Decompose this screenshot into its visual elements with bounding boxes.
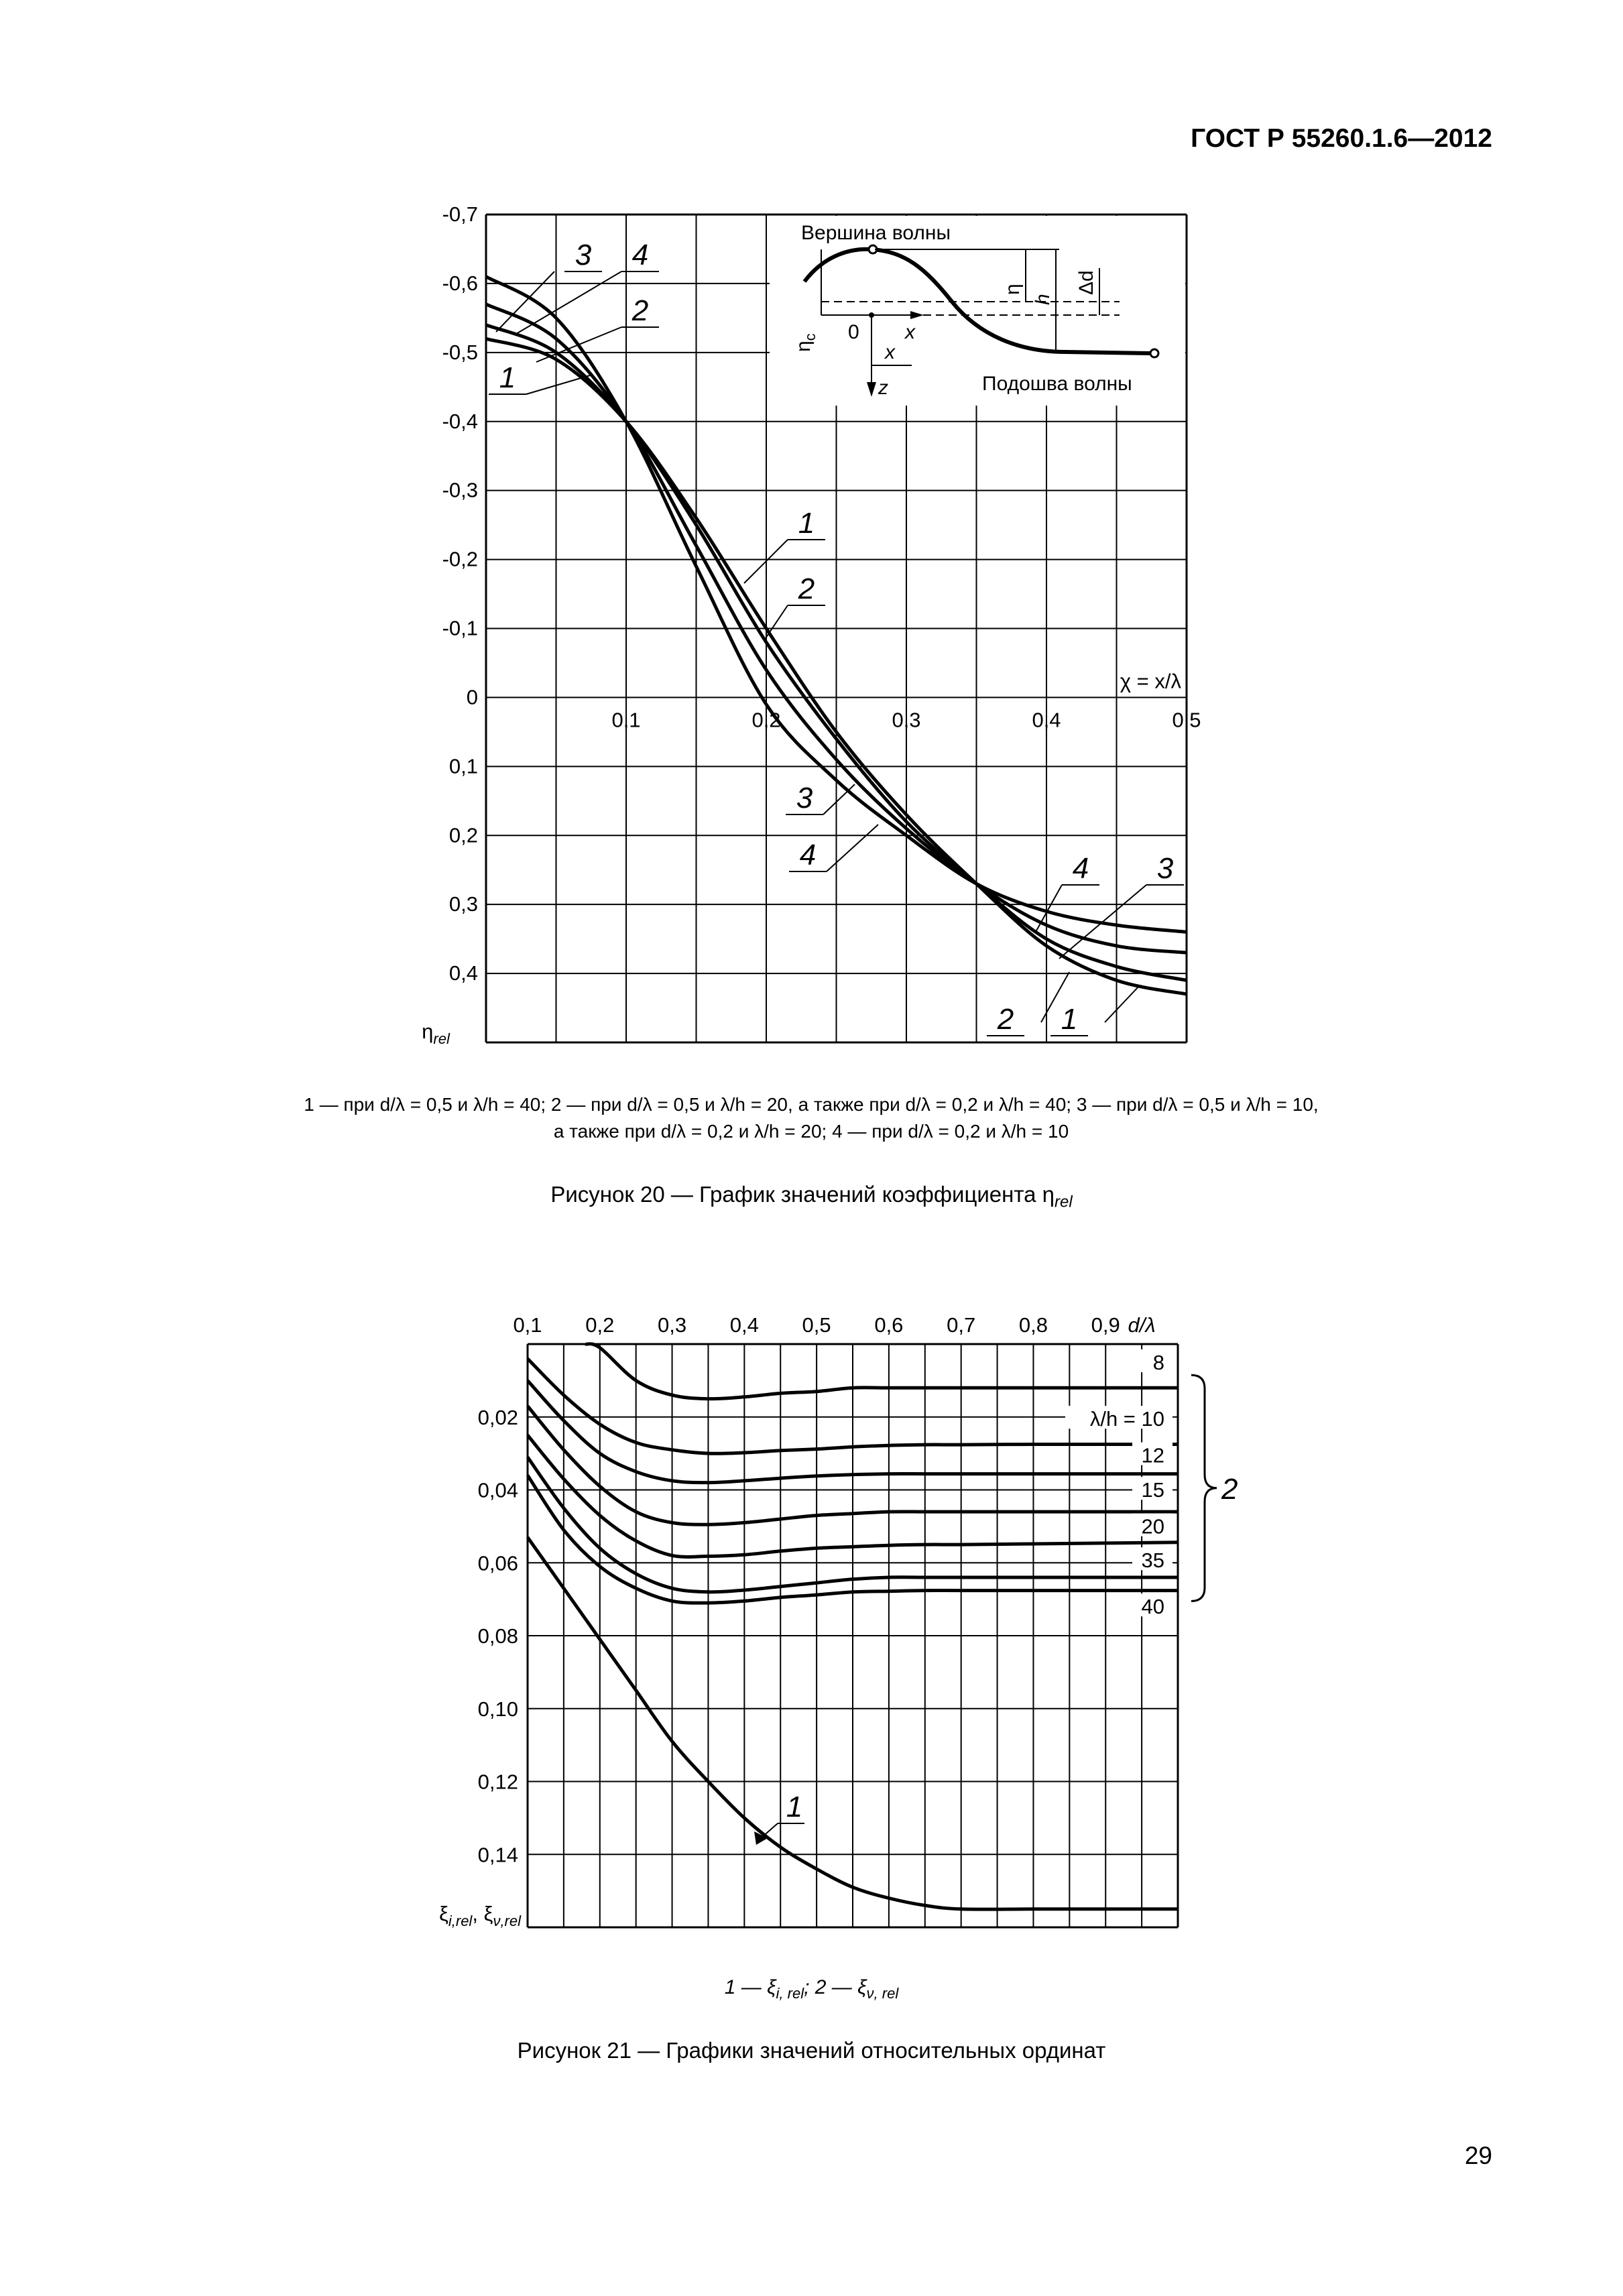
figure-21-chart xyxy=(0,1274,1623,1984)
inset-h-label: h xyxy=(1032,294,1054,305)
f21-x-tick: 0,9 xyxy=(1091,1313,1120,1337)
inset-etac-label: $\eta_c$ xyxy=(792,333,819,352)
f20-curve-label: 3 xyxy=(1156,852,1174,885)
inset-trough-point xyxy=(1150,349,1158,357)
f20-curve-label: 4 xyxy=(632,239,649,271)
inset-crest-label: Вершина волны xyxy=(801,222,951,244)
f21-y-tick: 0,02 xyxy=(477,1405,518,1429)
figure-20-caption xyxy=(0,1182,1623,1212)
f21-y-tick: 0,04 xyxy=(477,1478,518,1502)
f21-y-tick: 0,08 xyxy=(477,1624,518,1648)
f21-x-label: d/λ xyxy=(1128,1313,1156,1337)
f20-label-leader xyxy=(526,375,590,394)
f21-curve-label: 1 xyxy=(786,1791,803,1823)
f21-ratio-label: 20 xyxy=(1141,1514,1164,1538)
f20-x-tick: 0,5 xyxy=(1172,708,1201,732)
f20-y-tick: -0,2 xyxy=(442,547,478,571)
inset-trough-label: Подошва волны xyxy=(982,373,1132,395)
f21-y-label: $\xi_{i,rel}$, $\xi_{\nu,rel}$ xyxy=(438,1902,521,1929)
legend-line-1: 1 — при d/λ = 0,5 и λ/h = 40; 2 — при d/λ = 0,5 и λ/h = 20, а также при d/λ = 0,2 и λ/h = 40; 3 — при d/λ = 0,5 и λ/h = 10, xyxy=(304,1094,1319,1115)
f20-x-tick: 0,1 xyxy=(611,708,641,732)
f20-curve-label: 1 xyxy=(1061,1003,1078,1036)
inset-origin-dot xyxy=(869,312,874,318)
f21-ratio-label: 35 xyxy=(1141,1549,1164,1573)
f20-y-tick: 0,2 xyxy=(448,823,478,847)
f21-y-tick: 0,06 xyxy=(477,1551,518,1575)
f20-curve-label: 2 xyxy=(997,1003,1014,1036)
f20-label-leader xyxy=(823,784,855,814)
f21-y-tick: 0,12 xyxy=(477,1770,518,1794)
f21-x-tick: 0,8 xyxy=(1018,1313,1048,1337)
inset-z-label: z xyxy=(878,377,888,399)
f21-group-label: 2 xyxy=(1221,1472,1238,1506)
f21-x-tick: 0,7 xyxy=(947,1313,976,1337)
f20-y-tick: -0,5 xyxy=(442,340,478,364)
f20-curve-label: 4 xyxy=(1072,852,1089,885)
f20-label-leader xyxy=(1105,985,1140,1022)
f21-legend-sub1: i, rel xyxy=(776,1985,804,2002)
f20-x-tick: 0,2 xyxy=(752,708,781,732)
f20-y-tick: -0,4 xyxy=(442,409,478,433)
f21-ratio-label: 15 xyxy=(1141,1478,1164,1502)
inset-x-label-b: x xyxy=(885,341,895,363)
caption-sub: rel xyxy=(1054,1193,1073,1211)
f20-y-tick: -0,3 xyxy=(442,478,478,502)
f21-x-tick: 0,3 xyxy=(658,1313,687,1337)
inset-x-label-a: x xyxy=(905,321,915,343)
f21-legend-b: ; 2 — ξ xyxy=(804,1976,867,1998)
f20-curve-label: 4 xyxy=(799,839,817,871)
f21-ratio-label: 40 xyxy=(1141,1595,1164,1619)
inset-dd-label: Δd xyxy=(1075,270,1097,295)
f21-ratio-label: λ/h = 10 xyxy=(1089,1407,1164,1431)
f20-y-tick: -0,1 xyxy=(442,616,478,640)
f21-x-tick: 0,6 xyxy=(874,1313,904,1337)
f21-x-tick: 0,4 xyxy=(729,1313,759,1337)
f20-y-tick: 0,3 xyxy=(448,892,478,916)
f21-x-tick: 0,2 xyxy=(585,1313,615,1337)
f20-curve-label: 2 xyxy=(798,572,815,605)
f20-curve-label: 2 xyxy=(632,294,649,327)
figure-21-legend xyxy=(0,1976,1623,2002)
f20-curve-label: 3 xyxy=(796,782,813,814)
f21-legend-a: 1 — ξ xyxy=(724,1976,776,1998)
f20-curve-label: 1 xyxy=(499,361,516,394)
f21-ratio-label: 12 xyxy=(1141,1443,1164,1467)
f20-x-label: χ = x/λ xyxy=(1120,669,1181,693)
f21-x-tick: 0,1 xyxy=(513,1313,542,1337)
f21-y-tick: 0,10 xyxy=(477,1697,518,1721)
f20-curve-label: 3 xyxy=(575,239,592,271)
f20-y-label: $\eta_{rel}$ xyxy=(422,1020,450,1047)
inset-eta-label: η xyxy=(1002,284,1024,295)
f20-y-tick: 0,4 xyxy=(448,961,478,985)
figure-20-legend xyxy=(147,1091,1475,1145)
figure-21-caption: Рисунок 21 — Графики значений относительных ординат xyxy=(517,2038,1106,2063)
f20-x-tick: 0,3 xyxy=(892,708,921,732)
legend-line-2: а также при d/λ = 0,2 и λ/h = 20; 4 — при d/λ = 0,2 и λ/h = 10 xyxy=(553,1121,1069,1142)
f21-labels xyxy=(439,1313,1238,1929)
caption-text: Рисунок 20 — График значений коэффициента η xyxy=(550,1182,1055,1207)
f20-y-tick: 0,1 xyxy=(448,754,478,778)
figure-20-chart xyxy=(0,0,1623,1086)
f21-grid xyxy=(528,1344,1178,1927)
f20-label-leader xyxy=(764,605,788,640)
f21-series-8 xyxy=(585,1344,1178,1399)
f20-inset-diagram xyxy=(770,216,1185,406)
inset-origin-label: 0 xyxy=(848,321,859,343)
f20-label-leader xyxy=(827,825,878,871)
f21-x-tick: 0,5 xyxy=(802,1313,831,1337)
page-number: 29 xyxy=(1464,2142,1492,2169)
f20-y-tick: -0,6 xyxy=(442,271,478,295)
f21-legend-sub2: ν, rel xyxy=(866,1985,899,2002)
f20-y-tick: 0 xyxy=(466,685,478,709)
f21-ratio-label: 8 xyxy=(1152,1350,1164,1374)
f21-label-leader xyxy=(761,1823,778,1838)
f21-brace xyxy=(1191,1375,1217,1601)
f20-curve-label: 1 xyxy=(798,507,815,540)
f20-x-tick: 0,4 xyxy=(1032,708,1061,732)
f20-label-leader xyxy=(496,271,554,332)
f20-label-leader xyxy=(516,271,621,334)
document-header: ГОСТ Р 55260.1.6—2012 xyxy=(1191,124,1492,153)
f20-y-tick: -0,7 xyxy=(442,202,478,226)
f21-y-tick: 0,14 xyxy=(477,1843,518,1867)
